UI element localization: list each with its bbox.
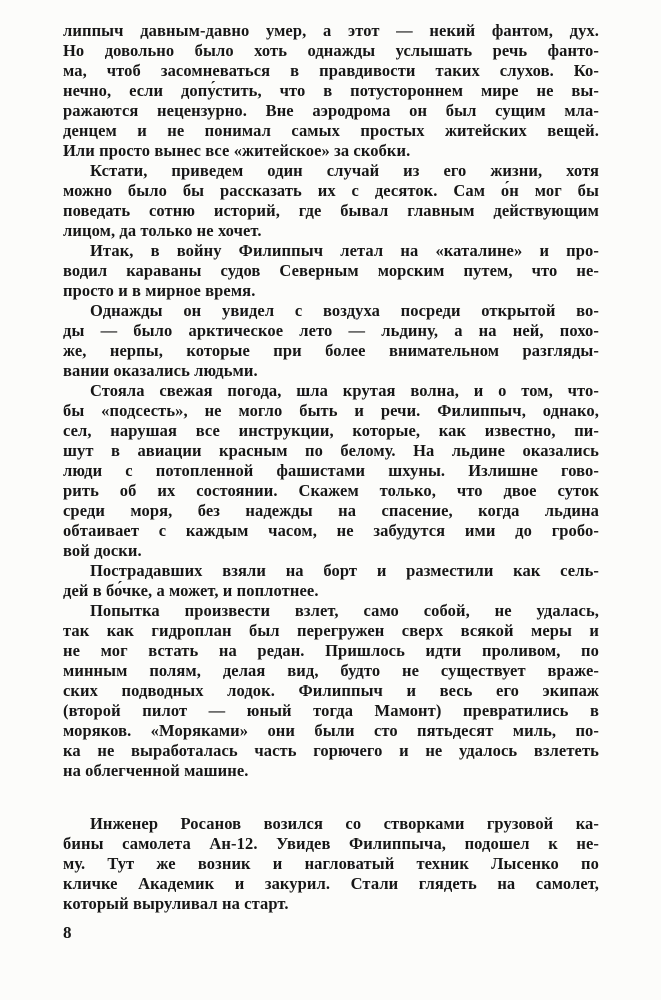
text-line: вании оказались людьми. <box>63 361 258 380</box>
text-line: можно было бы рассказать их с десяток. Сам о́н мог бы <box>63 181 599 200</box>
text-line: обтаивает с каждым часом, не забудутся ими до гробо- <box>63 521 599 540</box>
page-number: 8 <box>63 923 72 942</box>
text-line: просто и в мирное время. <box>63 281 256 300</box>
text-line: водил караваны судов Северным морским путем, что не- <box>63 261 599 280</box>
paragraph <box>63 601 599 781</box>
text-line: сел, нарушая все инструкции, которые, как известно, пи- <box>63 421 599 440</box>
paragraph <box>63 21 599 161</box>
text-line: липпыч давным-давно умер, а этот — некий фантом, дух. <box>63 21 599 40</box>
paragraph <box>63 241 599 301</box>
text-line: лицом, да только не хочет. <box>63 221 262 240</box>
paragraph <box>63 301 599 381</box>
text-line: Итак, в войну Филиппыч летал на «каталине» и про- <box>90 241 599 260</box>
text-line: бы «подсесть», не могло быть и речи. Филиппыч, однако, <box>63 401 599 420</box>
text-line: среди моря, без надежды на спасение, когда льдина <box>63 501 599 520</box>
text-line: Кстати, приведем один случай из его жизни, хотя <box>90 161 599 180</box>
page-text <box>63 21 599 914</box>
text-line: Стояла свежая погода, шла крутая волна, и о том, что- <box>90 381 599 400</box>
text-line: ка не выработалась часть горючего и не удалось взлететь <box>63 741 599 760</box>
text-line: на облегченной машине. <box>63 761 249 780</box>
text-line: Или просто вынес все «житейское» за скобки. <box>63 141 411 160</box>
text-line: так как гидроплан был перегружен сверх всякой меры и <box>63 621 599 640</box>
text-line: люди с потопленной фашистами шхуны. Излишне гово- <box>63 461 599 480</box>
text-line: поведать сотню историй, где бывал главным действующим <box>63 201 599 220</box>
text-line: Попытка произвести взлет, само собой, не удалась, <box>90 601 599 620</box>
text-line: ма, чтоб засомневаться в правдивости таких слухов. Ко- <box>63 61 599 80</box>
text-line: ды — было арктическое лето — льдину, а на ней, похо- <box>63 321 599 340</box>
text-line: кличке Академик и закурил. Стали глядеть на самолет, <box>63 874 599 893</box>
text-line: минным полям, делая вид, будто не существует враже- <box>63 661 599 680</box>
text-line: бины самолета Ан-12. Увидев Филиппыча, подошел к не- <box>63 834 599 853</box>
text-line: рить об их состоянии. Скажем только, что двое суток <box>63 481 599 500</box>
text-line: который выруливал на старт. <box>63 894 289 913</box>
text-line: же, нерпы, которые при более внимательном разгляды- <box>63 341 599 360</box>
text-line: (второй пилот — юный тогда Мамонт) превратились в <box>63 701 599 720</box>
text-line: ражаются нецензурно. Вне аэродрома он был сущим мла- <box>63 101 599 120</box>
text-line: вой доски. <box>63 541 142 560</box>
text-line: дей в бо́чке, а может, и поплотнее. <box>63 581 319 600</box>
text-line: шут в авиации красным по белому. На льдине оказались <box>63 441 599 460</box>
text-line: Пострадавших взяли на борт и разместили как сель- <box>90 561 599 580</box>
text-line: Однажды он увидел с воздуха посреди открытой во- <box>90 301 599 320</box>
text-line: нечно, если допу́стить, что в потустороннем мире не вы- <box>63 81 599 100</box>
paragraph <box>63 161 599 241</box>
text-line: не мог встать на редан. Пришлось идти проливом, по <box>63 641 599 660</box>
text-line: Инженер Росанов возился со створками грузовой ка- <box>90 814 599 833</box>
text-line: ских подводных лодок. Филиппыч и весь его экипаж <box>63 681 599 700</box>
paragraph <box>63 814 599 914</box>
paragraph <box>63 561 599 601</box>
text-line: моряков. «Моряками» они были сто пятьдесят миль, по- <box>63 721 599 740</box>
paragraph <box>63 381 599 561</box>
text-line: Но довольно было хоть однажды услышать речь фанто- <box>63 41 599 60</box>
text-line: му. Тут же возник и нагловатый техник Лысенко по <box>63 854 599 873</box>
text-line: денцем и не понимал самых простых житейских вещей. <box>63 121 599 140</box>
